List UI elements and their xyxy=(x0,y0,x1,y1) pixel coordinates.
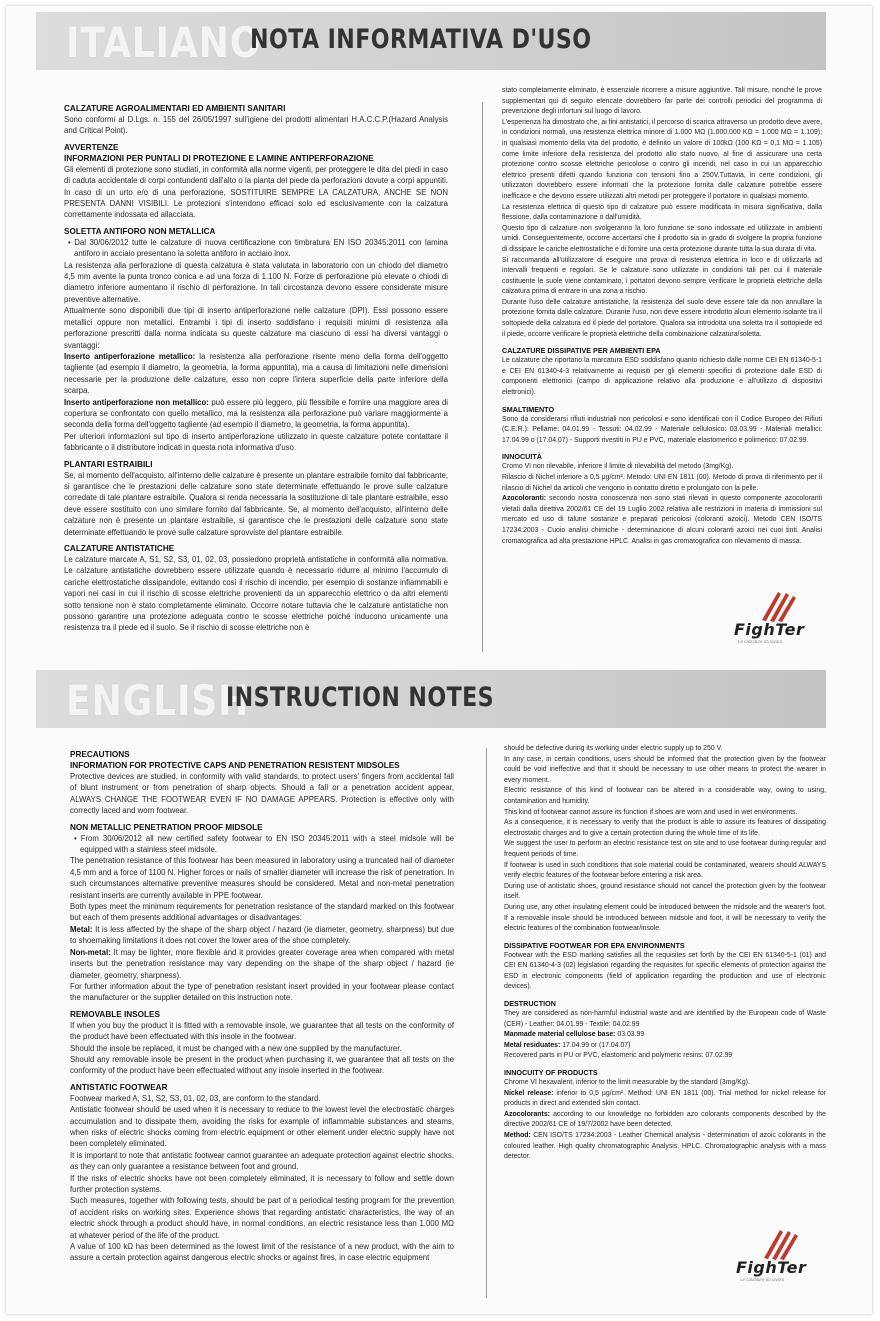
body-paragraph: Electric resistance of this kind of footwear can be altered in a considerable way, owing to using, contamination and humidity. xyxy=(504,787,826,805)
body-paragraph: Chrome VI hexavalent, inferior to the limit measurable by the standard (3mg/Kg). xyxy=(504,1079,750,1087)
section-heading: CALZATURE AGROALIMENTARI ED AMBIENTI SANITARI xyxy=(64,104,286,113)
body-paragraph: During use of antistatic shoes, ground resistance should not cancel the protection given by the footwear itself. xyxy=(504,882,826,901)
body-paragraph: In any case, in certain conditions, users should be informed that the protection given by the footwear could be void ineffective and that it should be necessary to use other means to protect the wearer in every moment. xyxy=(504,755,826,784)
italian-title: NOTA INFORMATIVA D'USO xyxy=(250,24,592,55)
body-paragraph: Footwear with the ESD marking satisfies all the requisites set forth by the CEI EN 61340-5-1 (01) and CEI EN 61340-4-3 (02) legislation regarding the requisites for specific elements of protection against the ESD in electronic components (field of application regarding the production and use of electronic devices). xyxy=(504,951,826,991)
body-paragraph: Rilascio di Nichel inferiore a 0,5 μg/cm². Metodo: UNI EN 1811 (00). Metodo di prova di riferimento per il rilascio di Nichel da articoli che vengono in contatto diretto e prolungato con la pelle. xyxy=(502,474,822,492)
body-paragraph: Cromo VI non rilevabile, inferiore il limite di rilevabilità del metodo (3mg/Kg). xyxy=(502,463,734,471)
english-language-label: ENGLISH xyxy=(66,676,250,725)
body-paragraph: Inserto antiperforazione non metallico: può essere più leggero, più flessibile e fornire una maggiore area di copertura se confrontato con quello metallico, ma la resistenza alla perforazione può variare maggiormente a seconda della forma dell'oggetto tagliente (ad esempio il diametro, la geometria, la forma appuntita). xyxy=(64,397,448,430)
body-paragraph: La resistenza alla perforazione di questa calzatura è stata valutata in laboratorio con un chiodo del diametro 4,5 mm avente la punta tronco conica e ad una forza di 1.100 N. Forze di perforazione più elevate o chiodi di diametro inferiore aumentano il rischio di perforazione. In tali circostanza devono essere considerate misure preventive alternative. xyxy=(64,260,448,304)
section-heading: ANTISTATIC FOOTWEAR xyxy=(70,1082,168,1092)
body-paragraph: Le calzature che riportano la marcatura ESD soddisfano quanto richiesto dalle norme CEI EN 61340-5-1 e CEI EN 61340-4-3 relativamente ai requisiti per gli elementi specifici di protezione dalle ESD di componenti elettronici (campo di applicazione relativo alla produzione e all'utilizzo di dispositivi elettronici). xyxy=(502,357,822,397)
body-paragraph: Should any removable insole be present in the product when purchasing it, we guarantee that all tests on the conformity of the product have been effectuated without any insole inserted in the footwear. xyxy=(70,1054,454,1076)
body-paragraph: Inserto antiperforazione metallico: la resistenza alla perforazione risente meno della forma dell'oggetto tagliente (ad esempio il diametro, la geometria, la forma appuntita), ma a causa di limitazioni nelle dimensioni necessarie per la produzione delle calzature, esso non copre l'intera superficie della parte inferiore della scarpa. xyxy=(64,351,448,396)
body-paragraph: Antistatic footwear should be used when it is necessary to reduce to the lowest level the electrostatic charges accumulation and to dissipate them, avoiding the risks for example of inflammable substances and steams, when risks of electric shocks coming from electric equipment or other element under electric supply have not been completely eliminated. xyxy=(70,1105,454,1149)
english-right-column xyxy=(504,744,826,1224)
section-heading: INNOCUITÀ xyxy=(502,452,542,462)
fighter-logo-bottom xyxy=(736,1226,816,1286)
section-heading: CALZATURE ANTISTATICHE xyxy=(64,544,175,553)
body-paragraph: Metal: It is less affected by the shape of the sharp object / hazard (ie diameter, geometry, sharpness) but due to shoemaking limitations it does not cover the lower area of the shoe completely. xyxy=(70,924,454,946)
section-heading: INFORMATION FOR PROTECTIVE CAPS AND PENETRATION RESISTENT MIDSOLES xyxy=(70,761,400,770)
body-paragraph: Azocoloranti: secondo nostra conoscenza non sono stati rilevati in questo componente azocoloranti vietati dalla direttiva 2002/61 CE del 19 Luglio 2002 relativa alle restrizioni in materia di immissioni sul mercato ed uso di talune sostanze e preparati pericolosi (coloranti azoici). Metodo CEN ISO/TS 17234:2003 - Cuoio analisi chimiche - determinazione di alcuni coloranti azoici nei cuoi tinti. Analisi cromatografica ad alta prestazione HPLC. Analisi in gas cromatografica con rilevamento di massa. xyxy=(502,495,822,545)
body-paragraph: Si raccomanda all'utilizzatore di eseguire una prova di resistenza elettrica in loco e di utilizzarla ad intervalli frequenti e regolari. Se le calzature sono utilizzate in condizioni tali per cui il materiale costituente le suole viene contaminato, i portatori devono sempre verificare le proprietà elettriche della calzatura prima di entrare in una zona a rischio. xyxy=(502,256,822,296)
section-heading: SOLETTA ANTIFORO NON METALLICA xyxy=(64,226,216,236)
body-paragraph: A value of 100 kΩ has been determined as the lowest limit of the resistance of a new product, with the aim to assure a certain protection against dangerous electric shocks or against fires, in case electric equipment xyxy=(70,1242,454,1263)
body-paragraph: Nickel release: inferior to 0,5 μg/cm². Method: UNI EN 1811 (00). Trial method for nickel release for products in direct and extended skin contact. xyxy=(504,1089,826,1108)
english-banner xyxy=(36,670,826,728)
section-heading: INNOCUITY OF PRODUCTS xyxy=(504,1068,598,1078)
section-heading: NON METALLIC PENETRATION PROOF MIDSOLE xyxy=(70,822,263,832)
body-paragraph: Footwear marked A, S1, S2, S3, 01, 02, 03, are conform to the standard. xyxy=(70,1093,321,1103)
section-heading: SMALTIMENTO xyxy=(502,404,555,414)
body-paragraph: Azocolorants: according to our knowledge no forbidden azo colorants components described by the directive 2002/61 CE of 19/7/2002 have been detected. xyxy=(504,1110,826,1129)
section-heading: INFORMAZIONI PER PUNTALI DI PROTEZIONE E LAMINE ANTIPERFORAZIONE xyxy=(64,153,374,163)
body-paragraph: Such measures, together with following tests, should be part of a periodical testing program for the prevention of accident risks on working sites. Experience shows that regarding antistatic characteristics, the way of an electric shock through a product should have, in normal conditions, an electric resistance less than 1.000 MΩ at whatever period of the life of the product. xyxy=(70,1196,454,1240)
italian-column-divider xyxy=(482,102,483,652)
logo-wordmark: FighTer xyxy=(736,1258,807,1277)
section-heading: DESTRUCTION xyxy=(504,999,556,1009)
body-paragraph: Se, al momento dell'acquisto, all'interno delle calzature è presente un plantare estraibile fornito dal fabbricante, si garantisce che le prestazioni delle calzature sono state determinate effettuando le prove sulle calzature corredate di tale plantare estraibile. Qualora si renda necessaria la sostituzione di tale plantare estraibile, esso deve essere sostituito con uno similare fornito dal fabbricante. Se, al momento dell'acquisto, all'interno delle calzature non è presente un plantare estraibile, si garantisce che le prestazioni delle calzature sono state determinate effettuando le prove sulle calzature sprovviste del plantare estraibile. xyxy=(64,470,448,537)
section-heading: DISSIPATIVE FOOTWEAR FOR EPA ENVIRONMENTS xyxy=(504,940,685,950)
claw-marks-icon xyxy=(756,588,796,622)
body-paragraph: If footwear is used in such conditions that sole material could be contaminated, wearers should ALWAYS verify electric features of the footwear before entering a risk area. xyxy=(504,861,826,880)
italian-left-column xyxy=(64,98,448,658)
logo-tagline: Le calzature da lavoro xyxy=(738,639,783,644)
body-paragraph: L'esperienza ha dimostrato che, ai fini antistatici, il percorso di scarica attraverso un prodotto deve avere, in condizioni normali, una resistenza elettrica minore di 1.000 MΩ (1.000.000 KΩ = 1.000 MΩ = 1.109); in qualsiasi momento della vita del prodotto, è definito un valore di 100kΩ (100 KΩ = 0,1 MΩ = 1.105) come limite inferiore della resistenza del prodotto allo stato nuovo, al fine di assicurare una certa protezione contro scosse elettriche pericolose o contro gli incendi, nel caso in cui un apparecchio elettrico presenti difetti quando funziona con tensioni fino a 250V.Tuttavia, in certe condizioni, gli utilizzatori dovrebbero essere informati che la protezione fornita dalle calzature potrebbe essere inefficace e che devono essere utilizzati altri metodi per proteggere il portatore in qualsiasi momento. xyxy=(502,118,822,200)
logo-tagline: Le calzature da lavoro xyxy=(740,1277,785,1282)
body-paragraph: Both types meet the minimum requirements for penetration resistance of the standard marked on this footwear but each of them presents additional advantages or disadvantages: xyxy=(70,902,454,923)
body-paragraph: stato completamente eliminato, è essenziale ricorrere a misure aggiuntive. Tali misure, nonché le prove supplementari qui di seguito elencate dovrebbero far parte dei controlli periodici del programma di prevenzione degli infortuni sul luogo di lavoro. xyxy=(502,87,822,116)
body-paragraph: Recovered parts in PU or PVC, elastomeric and polymeric resins: 07.02.99 xyxy=(504,1052,733,1060)
body-paragraph: Method: CEN ISO/TS 17234:2003 - Leather Chemical analysis - determination of azoic colorants in the coloured leather. High quality chromatographic Analysis. HPLC. Chromatographic analysis with a mass detector. xyxy=(504,1132,826,1161)
body-paragraph: If the risks of electric shocks have not been completely eliminated, it is necessary to follow and settle down further protection systems. xyxy=(70,1173,454,1194)
section-heading: AVVERTENZE xyxy=(64,142,119,152)
english-left-column xyxy=(70,744,454,1304)
instruction-sheet xyxy=(6,6,872,1314)
italian-language-label: ITALIANO xyxy=(66,18,262,67)
english-title: INSTRUCTION NOTES xyxy=(226,682,494,713)
body-paragraph: La resistenza elettrica di questo tipo di calzature può essere modificata in misura significativa, dalla flessione, dalla contaminazione o dall'umidità. xyxy=(502,203,822,222)
body-paragraph: should be defective during its working under electric supply up to 250 V. xyxy=(504,745,723,752)
body-paragraph: Durante l'uso delle calzature antistatiche, la resistenza del suolo deve essere tale da non annullare la protezione fornita dalle calzature. Durante l'uso, non deve essere introdotto alcun elemento isolante tra il sottopiede della calzatura ed il piede del portatore. Qualora sia introdotta una soletta tra il sottopiede ed il piede, occorre verificare le proprietà elettriche della combinazione calzatura/soletta. xyxy=(502,298,822,338)
body-paragraph: Sono conformi al D.Lgs. n. 155 del 26/05/1997 sull'igiene dei prodotti alimentari H.A.C.C.P.(Hazard Analysis and Critical Point). xyxy=(64,115,448,136)
claw-marks-icon xyxy=(758,1226,798,1260)
body-paragraph: The penetration resistance of this footwear has been measured in laboratory using a truncated nail of diameter 4,5 mm and a force of 1100 N. Higher forces or nails of smaller diameter will increase the risk of penetration. In such circumstances alternative preventive measures should be considered. Metal and non-metal penetration resistant inserts are currently available in PPE footwear. xyxy=(70,856,454,900)
body-paragraph: Attualmente sono disponibili due tipi di inserto antiperforazione nelle calzature (DPI). Essi possono essere metallici oppure non metallici. Entrambi i tipi di inserto soddisfano i requisiti minimi di resistenza alla perforazione prescritti dalla norma indicata su queste calzature ma ciascuno di essi ha diversi vantaggi o svantaggi: xyxy=(64,306,448,350)
body-paragraph: Gli elementi di protezione sono studiati, in conformità alla norme vigenti, per proteggere le dita dei piedi in caso di caduta accidentale di corpi contundenti dall'alto o la pianta del piede da perforazioni dovute a corpi appuntiti. In caso di un urto e/o di una perforazione, SOSTITUIRE SEMPRE LA CALZATURA, ANCHE SE NON PRESENTA DANNI VISIBILI. Le protezioni s'intendono efficaci solo ed esclusivamente con la calzatura correttamente indossata ed allacciata. xyxy=(64,164,448,220)
english-column-divider xyxy=(486,748,487,1298)
section-heading: CALZATURE DISSIPATIVE PER AMBIENTI EPA xyxy=(502,346,661,356)
section-heading: REMOVABLE INSOLES xyxy=(70,1009,160,1019)
body-paragraph: If when you buy the product it is fitted with a removable insole, we guarantee that all tests on the conformity of the product have been effectuated with this insole in the footwear. xyxy=(70,1020,454,1042)
body-paragraph: They are considered as non-harmful industrial waste and are identified by the European code of Waste (CER) - Leather: 04.01.99 - Textile: 04.02.99 xyxy=(504,1010,826,1028)
body-paragraph: Metal residuates: 17.04.99 or (17.04.07) xyxy=(504,1041,631,1049)
body-paragraph: Manmade material cellulose base: 03.03.99 xyxy=(504,1031,645,1039)
body-paragraph: Non-metal: It may be lighter, more flexible and it provides greater coverage area when compared with metal inserts but the penetration resistance may vary depending on the shape of the sharp object / hazard (ie diameter, geometry, sharpness). xyxy=(70,947,454,980)
body-paragraph: During use, any other insulating element could be introduced between the midsole and the wearer's foot. If a removable insole should be introduced between midsole and foot, it will be necessary to verify the electric features of the combination footwear/insole. xyxy=(504,903,826,933)
body-paragraph: Le calzature marcate A, S1, S2, S3, 01, 02, 03, possiedono proprietà antistatiche in conformità alla normativa. Le calzature antistatiche dovrebbero essere utilizzate quando è necessario ridurre al minimo l'accumulo di cariche elettrostatiche dissipandole, evitando così il rischio di incendio, per esempio di sostanze infiammabili e vapori nei casi in cui il rischio di scosse elettriche provenienti da un apparecchio elettrico o da altri elementi sotto tensione non è stato completamente eliminato. Occorre notare tuttavia che le calzature antistatiche non possono garantire una protezione adeguata contro le scosse elettriche poiché inducono unicamente una resistenza tra il piede ed il suolo. Se il rischio di scosse elettriche non è xyxy=(64,555,448,633)
italian-right-column xyxy=(502,86,822,596)
body-paragraph: Protective devices are studied, in conformity with valid standards, to protect users' fingers from accidental fall of blunt instrument or from penetration of sharp objects. Should a fall or a penetration accident appear, ALWAYS CHANGE THE FOOTWEAR EVEN IF NO DAMAGE APPEARS. Protection is effective only with correctly laced and worn footwear. xyxy=(70,772,454,816)
logo-wordmark: FighTer xyxy=(734,620,805,639)
bullet-paragraph: • Dal 30/06/2012 tutte le calzature di nuova certificazione con timbratura EN ISO 20345:2011 con lamina antiforo in acciaio presentano la soletta antiforo in acciaio inox. xyxy=(68,237,448,259)
body-paragraph: It is important to note that antistatic footwear cannot guarantee an adequate protection against electric shocks, as they can only guarantee a resistance between foot and ground. xyxy=(70,1150,454,1172)
body-paragraph: Questo tipo di calzature non svolgeranno la loro funzione se sono indossate ed utilizzate in ambienti umidi. Conseguentemente, occorre accertarsi che il prodotto sia in grado di svolgere la propria funzione di dissipare le cariche elettrostatiche e di fornire una certa protezione durante tutta la sua durata di vita. xyxy=(502,224,822,253)
section-heading: PLANTARI ESTRAIBILI xyxy=(64,459,153,469)
fighter-logo-top xyxy=(734,588,814,648)
section-heading: PRECAUTIONS xyxy=(70,750,130,759)
bullet-paragraph: • From 30/06/2012 all new certified safety footwear to EN ISO 20345:2011 with a steel midsole will be equipped with a stainless steel midsole. xyxy=(74,833,454,855)
body-paragraph: Should the insole be replaced, it must be changed with a new one supplied by the manufacturer. xyxy=(70,1043,402,1053)
body-paragraph: As a consequence, it is necessary to verify that the product is able to assure its features of dissipating electrostatic charges and to give a certain protection during the whole time of its life. xyxy=(504,819,826,837)
body-paragraph: Per ulteriori informazioni sul tipo di inserto antiperforazione utilizzato in queste calzature potete contattare il fabbricante o il distributore indicati in questa nota informativa d'uso. xyxy=(64,431,448,453)
body-paragraph: We suggest the user to perform an electric resistance test on site and to use footwear during regular and frequent periods of time. xyxy=(504,840,826,858)
body-paragraph: For further information about the type of penetration resistant insert provided in your footwear please contact the manufacturer or the supplier detailed on this instruction note. xyxy=(70,981,454,1003)
italian-banner xyxy=(36,12,826,70)
body-paragraph: Sono da considerarsi rifiuti industriali non pericolosi e sono identificati con il Codice Europeo dei Rifiuti (C.E.R.): Pellame: 04.01.99 - Tessuti: 04.02.99 - Materiale cellulosico: 03.03.99 - Materiali metallici: 17.04.99 o (17.04.07) - Supporti rivestiti in PU e PVC, materiale elastomerico e polimerico: 07.02.99. xyxy=(502,415,822,444)
body-paragraph: This kind of footwear cannot assure its function if shoes are worn and used in wet environments. xyxy=(504,808,798,816)
